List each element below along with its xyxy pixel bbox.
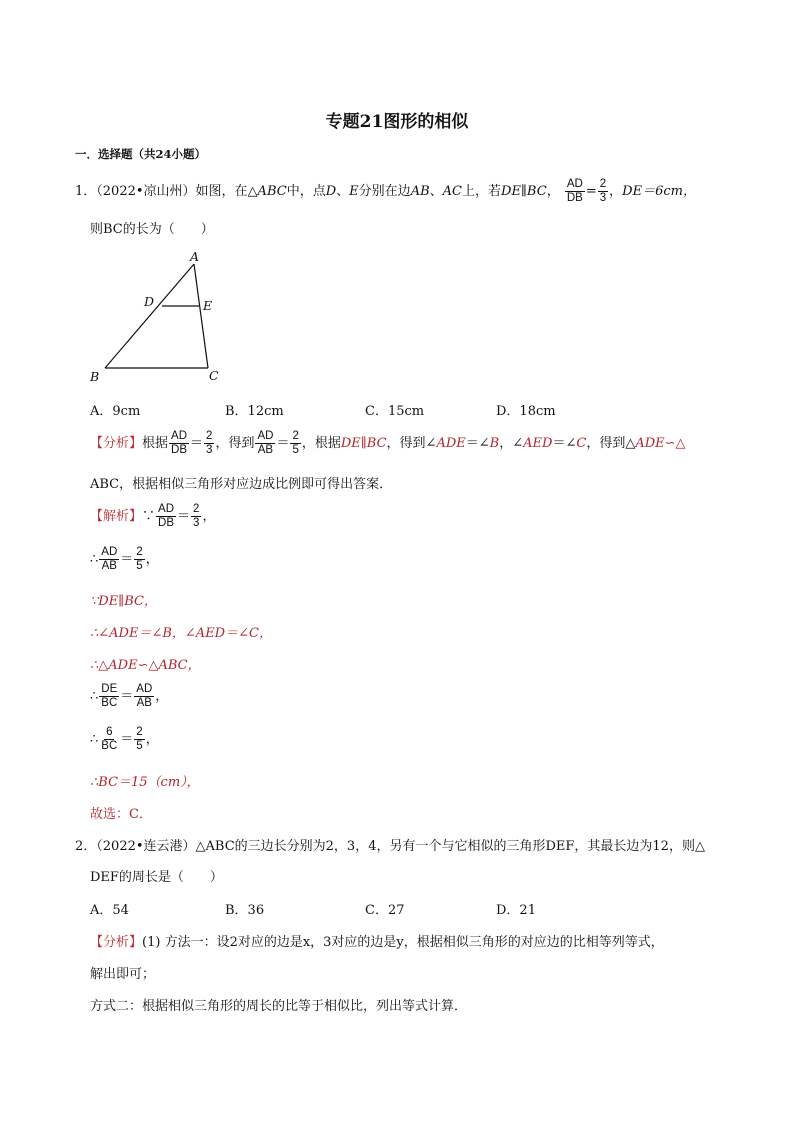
q2-analysis-line2: 解出即可； (90, 967, 156, 982)
q1-solution-line5: ∴△ADE∽△ABC， (90, 658, 201, 673)
q2-choice-d[interactable]: D．21 (496, 903, 536, 918)
q1-fraction: $\frac{2}{3}$ (599, 178, 607, 204)
q1-fraction: $\frac{AD}{DB}$ (566, 178, 583, 204)
q1-solution-line7: ∴ $\frac{6}{BC}$ ＝ $\frac{2}{5}$ ， (90, 726, 159, 752)
q2-stem: 2．（2022•连云港）△ABC的三边长分别为2，3，4，另有一个与它相似的三角形DEF，其最长边为12，则△ (75, 839, 705, 854)
q1-solution-line8: ∴BC＝15（cm）， (90, 775, 200, 790)
q1-text: 中，点 (286, 184, 326, 199)
q1-analysis-line2: ABC，根据相似三角形对应边成比例即可得出答案． (90, 477, 393, 492)
q2-choice-a[interactable]: A．54 (90, 903, 129, 918)
side-ac (194, 264, 208, 368)
q1-stem (75, 178, 696, 205)
q1-text: E (349, 184, 359, 199)
triangle-figure (85, 248, 225, 388)
q1-text: ， (609, 184, 623, 199)
q1-text: 上，若 (462, 184, 502, 199)
q1-solution-line3: ∵DE∥BC， (90, 594, 157, 609)
q1-text: △ABC (247, 184, 287, 199)
solution-tag: 【解析】 (90, 509, 143, 524)
page-title: 专题21图形的相似 (325, 112, 469, 132)
q1-text: AC (442, 184, 462, 199)
side-ab (105, 264, 194, 368)
choice-a[interactable]: A．9cm (90, 404, 141, 419)
q2-analysis-line1: 【分析】(1) 方法一：设2对应的边是x，3对应的边是y，根据相似三角形的对应边的比相等列等式， (90, 935, 664, 950)
q1-text: 、 (429, 184, 443, 199)
q2-analysis-line3: 方式二：根据相似三角形的周长的比等于相似比，列出等式计算． (90, 999, 468, 1014)
q1-solution-line6: ∴ $\frac{DE}{BC}$ ＝ $\frac{AD}{AB}$ ， (90, 683, 169, 709)
label-e: E (203, 298, 213, 313)
q1-solution-line2: ∴ $\frac{AD}{AB}$ ＝ $\frac{2}{5}$ ， (90, 546, 159, 572)
section-heading: 一．选择题（共24小题） (75, 147, 207, 161)
q1-text: ， (546, 184, 560, 199)
q2-choice-c[interactable]: C．27 (365, 903, 405, 918)
choice-c[interactable]: C．15cm (365, 404, 425, 419)
q2-line2: DEF的周长是（ ） (90, 870, 223, 885)
q1-text: 、 (336, 184, 350, 199)
q1-answer: 故选：C． (90, 807, 152, 822)
analysis-tag: 【分析】 (90, 935, 143, 950)
q1-text: D (325, 184, 337, 199)
label-b: B (90, 369, 100, 384)
q1-line2: 则BC的长为（ ） (90, 222, 214, 237)
q1-text: AB (410, 184, 430, 199)
q1-number: 1． (75, 184, 97, 199)
q1-text: DE＝6cm， (622, 184, 696, 199)
q2-choice-b[interactable]: B．36 (225, 903, 265, 918)
q1-source: （2022•凉山州） (96, 184, 196, 199)
choice-b[interactable]: B．12cm (225, 404, 284, 419)
q1-solution-line4: ∴∠ADE＝∠B，∠AED＝∠C， (90, 626, 272, 641)
q1-text: 分别在边 (358, 184, 411, 199)
label-a: A (190, 249, 200, 264)
q1-solution-line1: 【解析】∵ $\frac{AD}{DB}$ ＝ $\frac{2}{3}$ ， (90, 503, 216, 529)
q1-analysis-line1: 【分析】根据 $\frac{AD}{DB}$ ＝ $\frac{2}{3}$ ，得到 $\frac{AD}{AB}$ ＝ $\frac{2}{5}$ ，根据DE∥BC，得到∠ADE＝∠B，∠AED＝∠C，得到△ADE∽△ (90, 430, 686, 456)
label-d: D (144, 294, 155, 309)
choice-d[interactable]: D．18cm (496, 404, 556, 419)
q1-text: DE∥BC (501, 184, 547, 199)
analysis-tag: 【分析】 (90, 436, 143, 451)
q1-text: = (585, 184, 597, 199)
q1-text: 如图，在 (195, 184, 248, 199)
label-c: C (209, 368, 219, 383)
